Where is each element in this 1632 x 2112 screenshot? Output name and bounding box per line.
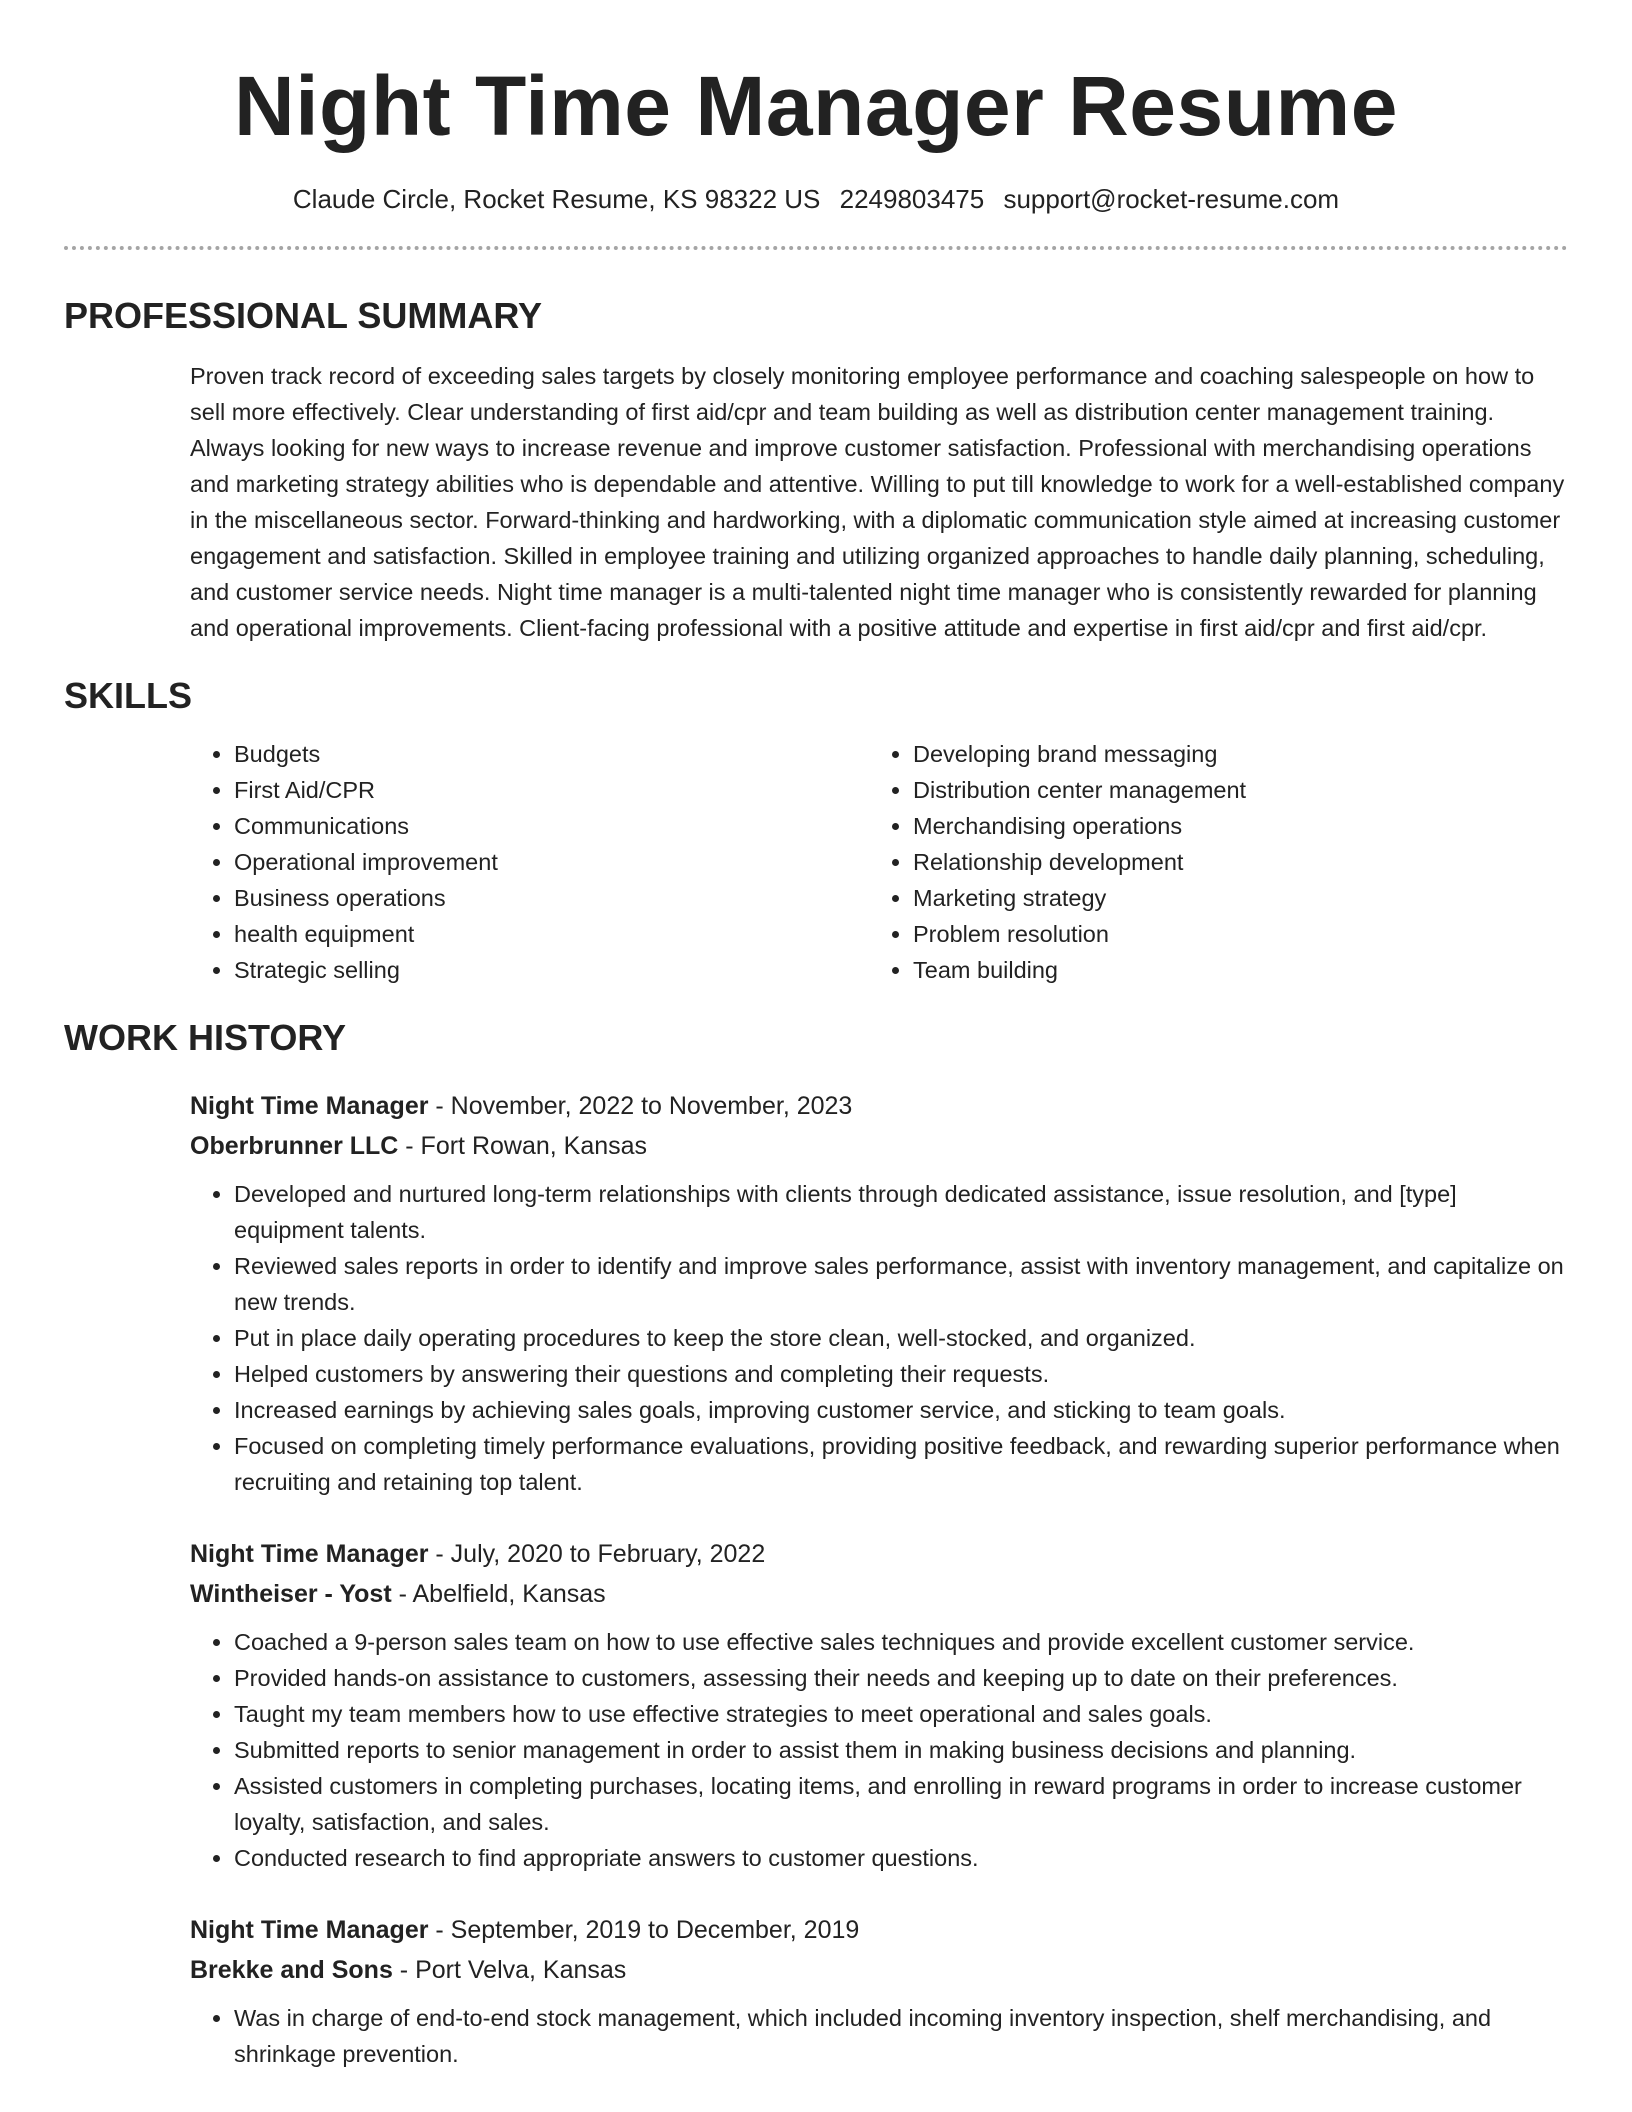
contact-line — [64, 182, 1568, 216]
skill-item: • health equipment — [234, 916, 869, 952]
skill-item: • Operational improvement — [234, 844, 869, 880]
summary-heading: PROFESSIONAL SUMMARY — [64, 295, 543, 336]
job-location: - Fort Rowan, Kansas — [398, 1132, 648, 1160]
header-divider — [64, 246, 1568, 250]
job-entry — [190, 1086, 1568, 1500]
job-location: - Port Velva, Kansas — [392, 1956, 627, 1984]
job-bullet: • Was in charge of end-to-end stock management, which included incoming inventory inspection, shelf merchandising, and shrinkage prevention. — [234, 2000, 1568, 2072]
skill-item: • Distribution center management — [913, 772, 1548, 808]
job-company: Oberbrunner LLC — [190, 1132, 399, 1160]
job-title-line — [190, 1086, 1568, 1126]
job-company: Wintheiser - Yost — [190, 1580, 392, 1608]
job-bullet: • Developed and nurtured long-term relationships with clients through dedicated assistance, issue resolution, and [type] equipment talents. — [234, 1176, 1568, 1248]
skill-item: • Developing brand messaging — [913, 736, 1548, 772]
job-bullet: • Increased earnings by achieving sales goals, improving customer service, and sticking to team goals. — [234, 1392, 1568, 1428]
skill-item: • Marketing strategy — [913, 880, 1548, 916]
job-title-line — [190, 1534, 1568, 1574]
job-company-line — [190, 1950, 1568, 1990]
skill-item: • Strategic selling — [234, 952, 869, 988]
job-company-line — [190, 1574, 1568, 1614]
job-bullets — [190, 1624, 1568, 1876]
job-entry — [190, 1534, 1568, 1876]
job-title-line — [190, 1910, 1568, 1950]
skill-item: • Budgets — [234, 736, 869, 772]
job-title: Night Time Manager — [190, 1916, 429, 1944]
job-bullet: • Focused on completing timely performance evaluations, providing positive feedback, and rewarding superior performance when recruiting and retaining top talent. — [234, 1428, 1568, 1500]
job-bullet: • Coached a 9-person sales team on how to use effective sales techniques and provide excellent customer service. — [234, 1624, 1568, 1660]
job-title: Night Time Manager — [190, 1540, 429, 1568]
job-bullet: • Taught my team members how to use effective strategies to meet operational and sales goals. — [234, 1696, 1568, 1732]
skill-item: • Relationship development — [913, 844, 1548, 880]
contact-phone: 2249803475 — [839, 184, 985, 214]
job-bullet: • Conducted research to find appropriate answers to customer questions. — [234, 1840, 1568, 1876]
skills-column-left — [190, 736, 869, 988]
skills-heading: SKILLS — [64, 675, 193, 716]
job-bullet: • Submitted reports to senior management in order to assist them in making business decisions and planning. — [234, 1732, 1568, 1768]
job-dates: - July, 2020 to February, 2022 — [428, 1540, 766, 1568]
skills-grid — [190, 736, 1568, 988]
job-company: Brekke and Sons — [190, 1956, 393, 1984]
resume-page — [64, 0, 1568, 2072]
job-bullet: • Reviewed sales reports in order to identify and improve sales performance, assist with inventory management, and capitalize on new trends. — [234, 1248, 1568, 1320]
skill-item: • Business operations — [234, 880, 869, 916]
job-dates: - November, 2022 to November, 2023 — [428, 1092, 853, 1120]
skill-item: • Merchandising operations — [913, 808, 1548, 844]
summary-text: Proven track record of exceeding sales targets by closely monitoring employee performance and coaching salespeople on how to sell more effectively. Clear understanding of first aid/cpr and team building as well as distribution center management training. Always looking for new ways to increase revenue and improve customer satisfaction. Professional with merchandising operations and marketing strategy abilities who is dependable and attentive. Willing to put till knowledge to work for a well-established company in the miscellaneous sector. Forward-thinking and hardworking, with a diplomatic communication style aimed at increasing customer engagement and satisfaction. Skilled in employee training and utilizing organized approaches to handle daily planning, scheduling, and customer service needs. Night time manager is a multi-talented night time manager who is consistently rewarded for planning and operational improvements. Client-facing professional with a positive attitude and expertise in first aid/cpr and first aid/cpr. — [190, 363, 1565, 641]
job-bullet: • Provided hands-on assistance to customers, assessing their needs and keeping up to date on their preferences. — [234, 1660, 1568, 1696]
job-dates: - September, 2019 to December, 2019 — [428, 1916, 860, 1944]
job-bullets — [190, 1176, 1568, 1500]
job-company-line — [190, 1126, 1568, 1166]
job-bullet: • Helped customers by answering their questions and completing their requests. — [234, 1356, 1568, 1392]
job-location: - Abelfield, Kansas — [391, 1580, 606, 1608]
skill-item: • Problem resolution — [913, 916, 1548, 952]
skill-item: • First Aid/CPR — [234, 772, 869, 808]
contact-email: support@rocket-resume.com — [1003, 184, 1340, 214]
skill-item: • Communications — [234, 808, 869, 844]
contact-address: Claude Circle, Rocket Resume, KS 98322 US — [292, 184, 821, 214]
job-bullet: • Assisted customers in completing purchases, locating items, and enrolling in reward programs in order to increase customer loyalty, satisfaction, and sales. — [234, 1768, 1568, 1840]
job-title: Night Time Manager — [190, 1092, 429, 1120]
job-entry — [190, 1910, 1568, 2072]
job-bullets — [190, 2000, 1568, 2072]
resume-title: Night Time Manager Resume — [234, 59, 1398, 153]
skill-item: • Team building — [913, 952, 1548, 988]
work-history-heading: WORK HISTORY — [64, 1017, 347, 1058]
job-bullet: • Put in place daily operating procedures to keep the store clean, well-stocked, and organized. — [234, 1320, 1568, 1356]
skills-column-right — [869, 736, 1548, 988]
